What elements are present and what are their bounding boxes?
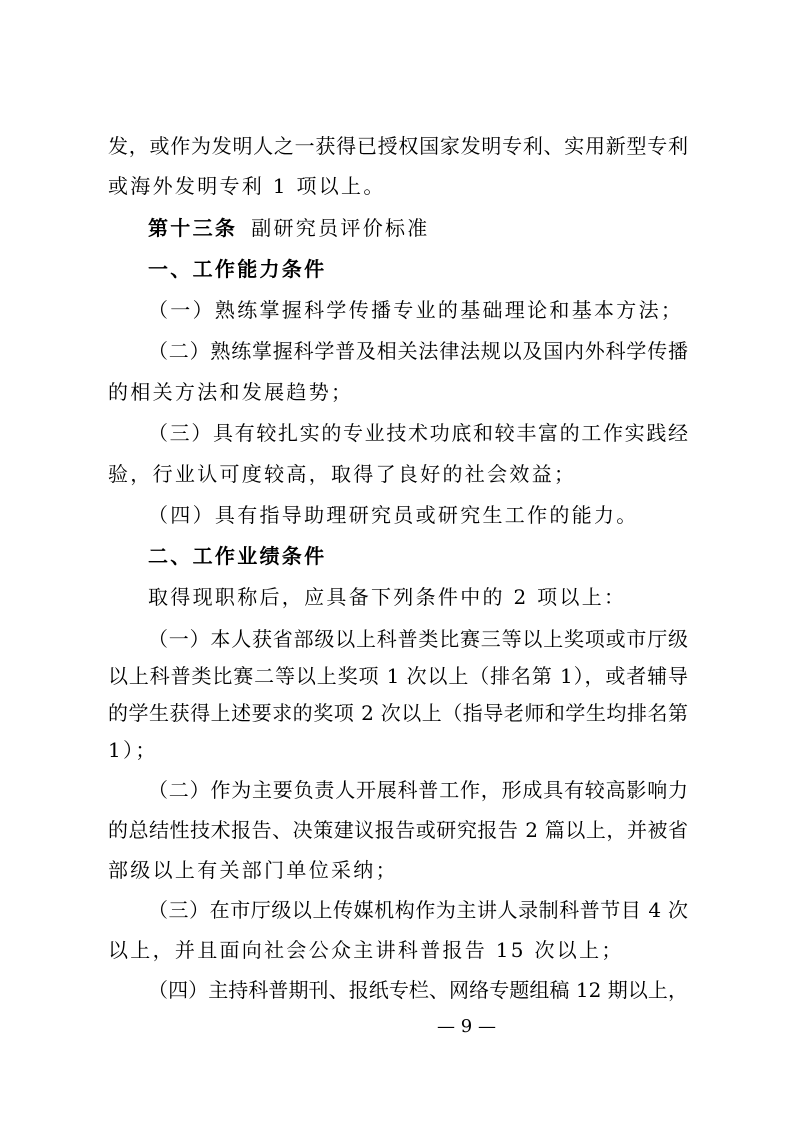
text-line: 发，或作为发明人之一获得已授权国家发明专利、实用新型专利 xyxy=(108,134,688,158)
list-item: （四）具有指导助理研究员或研究生工作的能力。 xyxy=(148,503,639,527)
page-number: — 9 — xyxy=(437,1016,496,1037)
list-item: （二）作为主要负责人开展科普工作，形成具有较高影响力 xyxy=(148,778,688,802)
article-number: 第十三条 xyxy=(148,216,238,240)
list-item: （三）在市厅级以上传媒机构作为主讲人录制科普节目 4 次 xyxy=(148,898,688,922)
text-line: 或海外发明专利 1 项以上。 xyxy=(108,174,386,198)
text-line: 的相关方法和发展趋势； xyxy=(108,380,354,404)
text-line: 以上，并且面向社会公众主讲科普报告 15 次以上； xyxy=(108,938,624,962)
text-line: 的总结性技术报告、决策建议报告或研究报告 2 篇以上，并被省 xyxy=(108,818,688,842)
text-line: 1）； xyxy=(108,738,158,762)
text-line: 的学生获得上述要求的奖项 2 次以上（指导老师和学生均排名第 xyxy=(108,701,688,725)
list-item: （四）主持科普期刊、报纸专栏、网络专题组稿 12 期以上， xyxy=(148,978,688,1002)
article-heading xyxy=(148,208,430,248)
text-line: 验，行业认可度较高，取得了良好的社会效益； xyxy=(108,462,577,486)
section-heading: 一、工作能力条件 xyxy=(148,257,327,281)
text-line: 以上科普类比赛二等以上奖项 1 次以上（排名第 1），或者辅导 xyxy=(108,664,688,688)
list-item: （一）熟练掌握科学传播专业的基础理论和基本方法； xyxy=(148,298,684,322)
list-item: （一）本人获省部级以上科普类比赛三等以上奖项或市厅级 xyxy=(148,627,688,651)
paragraph: 取得现职称后，应具备下列条件中的 2 项以上： xyxy=(148,585,627,609)
article-title: 副研究员评价标准 xyxy=(251,216,430,240)
list-item: （三）具有较扎实的专业技术功底和较丰富的工作实践经 xyxy=(148,421,688,445)
section-heading: 二、工作业绩条件 xyxy=(148,544,327,568)
list-item: （二）熟练掌握科学普及相关法律法规以及国内外科学传播 xyxy=(148,339,688,363)
text-line: 部级以上有关部门单位采纳； xyxy=(108,858,398,882)
